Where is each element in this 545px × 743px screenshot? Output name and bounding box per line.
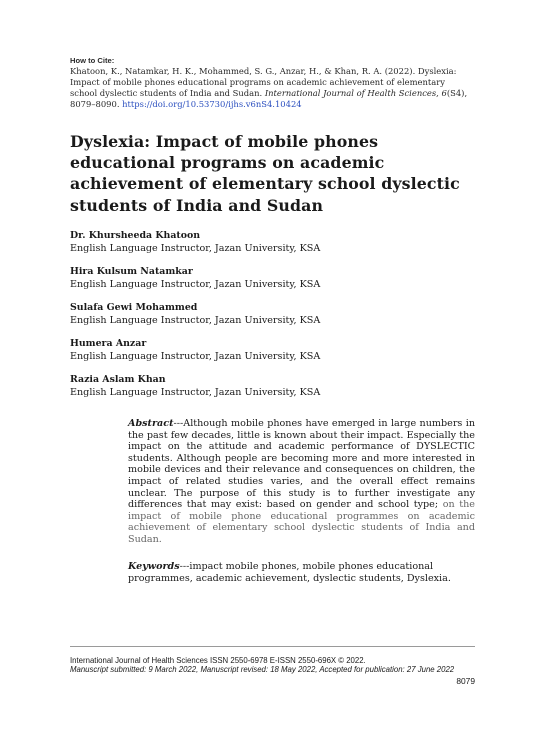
abstract-body: Although mobile phones have emerged in large numbers in the past few decades, little is known about their impact. Especially the impact on the attitude and academic performance of DYSLECTIC students. Although people are becoming more and more interested in mobile devices and their relevance and consequences on children, the impact of related studies varies, and the overall effect remains unclear. The purpose of this study is to further investigate any differences that may exist: based on gender and school type; <box>128 418 475 511</box>
author-name: Sulafa Gewi Mohammed <box>70 302 198 313</box>
author-name: Hira Kulsum Natamkar <box>70 266 193 277</box>
author-name: Razia Aslam Khan <box>70 374 166 385</box>
author-affiliation: English Language Instructor, Jazan University, KSA <box>70 351 321 362</box>
paper-title: Dyslexia: Impact of mobile phones educational programs on academic achievement of elementary school dyslectic students of India and Sudan <box>70 132 460 215</box>
author-list <box>70 230 475 410</box>
keywords <box>128 561 475 585</box>
abstract <box>128 418 475 546</box>
author-name: Dr. Khursheeda Khatoon <box>70 230 201 241</box>
author-entry <box>70 302 475 338</box>
abstract-body-continued: on the impact of mobile phone educational programmes on academic achievement of elementary school dyslectic students of India and Sudan. <box>128 499 475 545</box>
citation-text <box>70 66 470 110</box>
author-entry <box>70 374 475 410</box>
footer-divider <box>70 646 475 647</box>
footer-manuscript-dates: Manuscript submitted: 9 March 2022, Manuscript revised: 18 May 2022, Accepted for publication: 27 June 2022 <box>70 665 455 674</box>
citation-doi-link[interactable]: https://doi.org/10.53730/ijhs.v6nS4.10424 <box>122 99 302 109</box>
keywords-dashes: --- <box>179 561 190 572</box>
abstract-label: Abstract <box>128 418 174 429</box>
citation-volume: 6 <box>441 88 447 98</box>
citation-authors-year: Khatoon, K., Natamkar, H. K., Mohammed, S. G., Anzar, H., & Khan, R. A. (2022). Dyslexia: Impact of mobile phones educational programs on academic achievement of elementary school dyslectic students of India and Sudan. <box>70 66 457 98</box>
author-affiliation: English Language Instructor, Jazan University, KSA <box>70 387 321 398</box>
author-affiliation: English Language Instructor, Jazan University, KSA <box>70 243 321 254</box>
keywords-body: impact mobile phones, mobile phones educational programmes, academic achievement, dyslectic students, Dyslexia. <box>128 561 451 584</box>
author-entry <box>70 230 475 266</box>
page-number: 8079 <box>456 676 475 686</box>
keywords-label: Keywords <box>128 561 180 572</box>
abstract-dashes: --- <box>173 418 184 429</box>
citation-heading: How to Cite: <box>70 56 115 65</box>
author-affiliation: English Language Instructor, Jazan University, KSA <box>70 279 321 290</box>
footer-journal-info: International Journal of Health Sciences ISSN 2550-6978 E-ISSN 2550-696X © 2022. <box>70 656 366 665</box>
citation-journal: International Journal of Health Sciences, <box>264 88 439 98</box>
author-entry <box>70 266 475 302</box>
author-affiliation: English Language Instructor, Jazan University, KSA <box>70 315 321 326</box>
author-name: Humera Anzar <box>70 338 147 349</box>
citation-block <box>70 55 470 110</box>
citation-issue-pages: (S4), 8079–8090. <box>70 88 468 109</box>
author-entry <box>70 338 475 374</box>
